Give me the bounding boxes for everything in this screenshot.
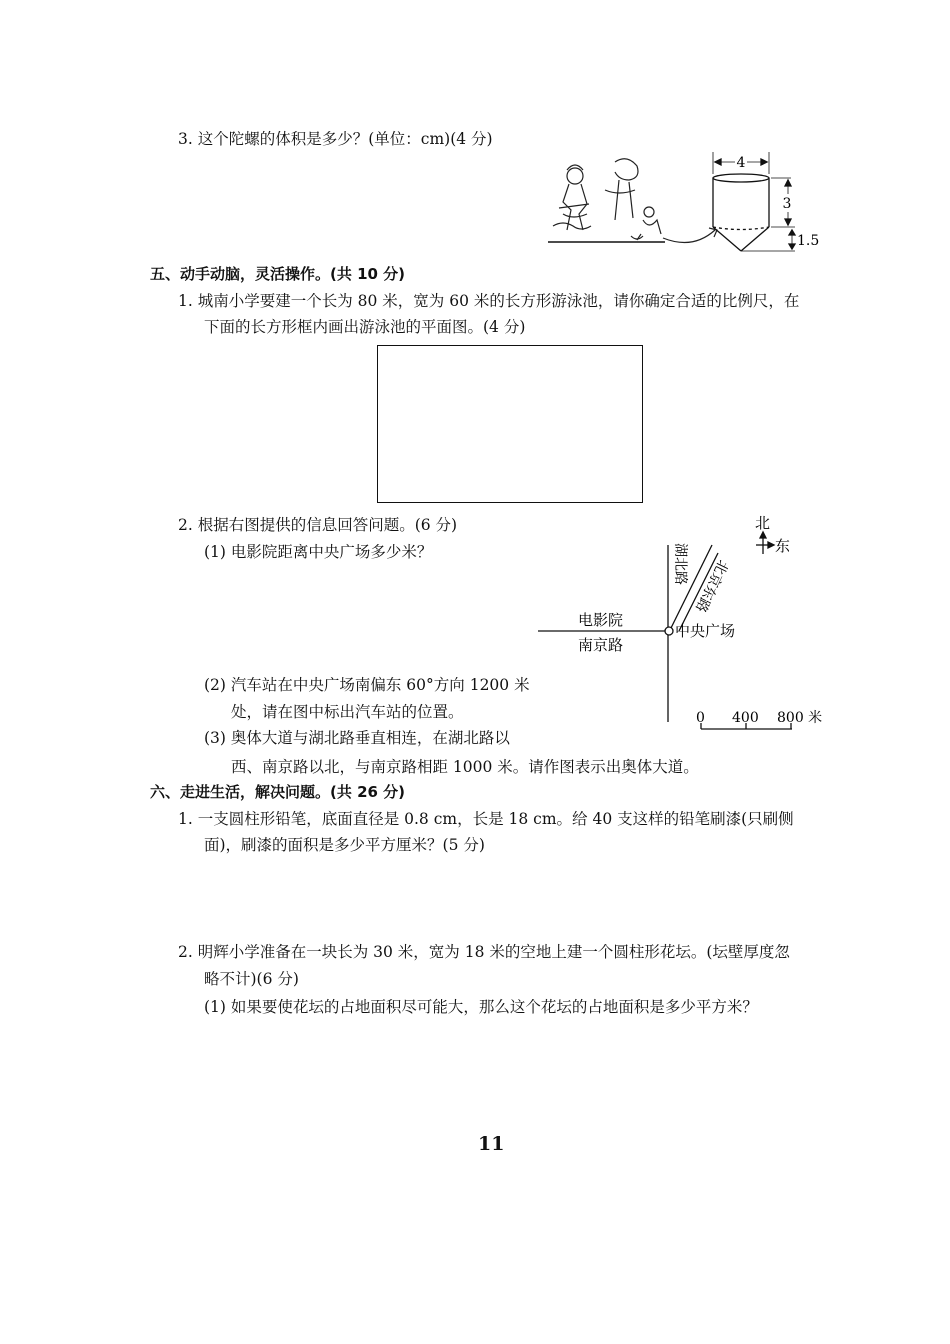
sec6-q1-line1: 1. 一支圆柱形铅笔，底面直径是 0.8 cm，长是 18 cm。给 40 支这样的铅笔刷漆(只刷侧 [178, 810, 794, 828]
sec5-q2-3-line1: (3) 奥体大道与湖北路垂直相连，在湖北路以 [204, 729, 510, 747]
section6-heading: 六、走进生活，解决问题。(共 26 分) [150, 783, 406, 801]
dim-bottom-label: 1.5 [797, 233, 820, 249]
compass-icon [756, 532, 774, 554]
q3-text: 3. 这个陀螺的体积是多少？(单位：cm)(4 分) [178, 130, 493, 148]
sec5-q2: 2. 根据右图提供的信息回答问题。(6 分) [178, 516, 458, 534]
north-label: 北 [755, 514, 771, 532]
top-figure [545, 150, 835, 255]
dim-side-label: 3 [782, 196, 792, 212]
scale-400: 400 [732, 710, 759, 726]
scale-0: 0 [696, 710, 705, 726]
page-number: 11 [478, 1133, 505, 1155]
sec5-q2-2-line2: 处，请在图中标出汽车站的位置。 [231, 703, 464, 721]
east-label: 东 [775, 537, 791, 555]
dim-top-label: 4 [736, 155, 746, 171]
sec5-q1-line1: 1. 城南小学要建一个长为 80 米，宽为 60 米的长方形游泳池，请你确定合适的比例尺，在 [178, 292, 800, 310]
sec5-q2-1: (1) 电影院距离中央广场多少米？ [204, 543, 433, 561]
road-beijing-east-label: 北京东路 [691, 557, 731, 615]
sec5-q2-3-line2: 西、南京路以北，与南京路相距 1000 米。请作图表示出奥体大道。 [231, 758, 699, 776]
scale-800: 800 米 [777, 710, 823, 726]
cinema-label: 电影院 [578, 611, 624, 629]
map-diagram [530, 505, 840, 745]
sec6-q2-1: (1) 如果要使花坛的占地面积尽可能大，那么这个花坛的占地面积是多少平方米？ [204, 998, 758, 1016]
sec6-q2-line1: 2. 明辉小学准备在一块长为 30 米，宽为 18 米的空地上建一个圆柱形花坛。(坛壁厚度忽 [178, 943, 790, 961]
road-nanjing-label: 南京路 [578, 636, 624, 654]
section5-heading: 五、动手动脑，灵活操作。(共 10 分) [150, 265, 406, 283]
pool-drawing-box[interactable] [377, 345, 643, 503]
sec6-q2-line2: 略不计)(6 分) [204, 970, 299, 988]
central-square-label: 中央广场 [675, 622, 736, 640]
sec5-q2-2-line1: (2) 汽车站在中央广场南偏东 60°方向 1200 米 [204, 676, 530, 694]
sec5-q1-line2: 下面的长方形框内画出游泳池的平面图。(4 分) [204, 318, 526, 336]
road-hubei-label: 湖北路 [672, 543, 688, 585]
kids-illustration [553, 159, 717, 243]
sec6-q1-line2: 面)，刷漆的面积是多少平方厘米？(5 分) [204, 836, 485, 854]
